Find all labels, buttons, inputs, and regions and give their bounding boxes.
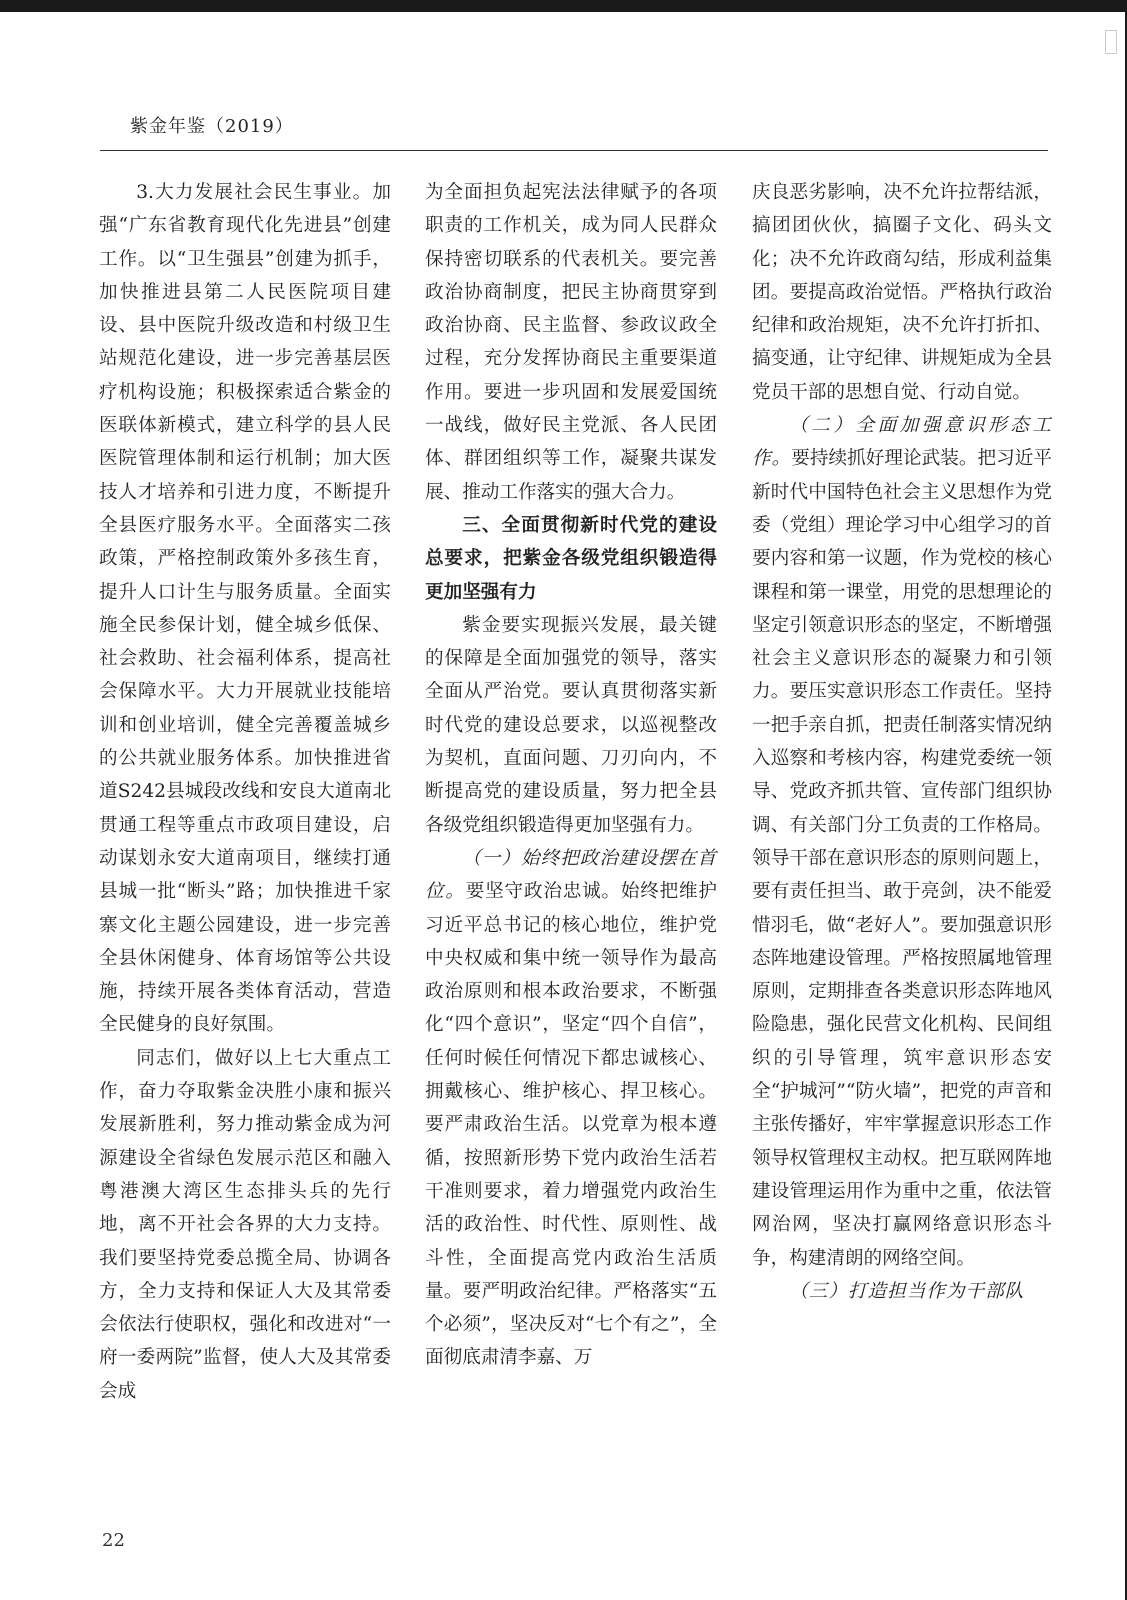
subsection-lead: （二）全面加强意识形态工作。 — [752, 415, 1052, 470]
page — [0, 12, 1125, 1600]
column-2 — [425, 176, 717, 1375]
column-3 — [752, 176, 1052, 1308]
paragraph — [752, 409, 1052, 1275]
running-header: 紫金年鉴（2019） — [130, 116, 294, 137]
paragraph: 3.大力发展社会民生事业。加强“广东省教育现代化先进县”创建工作。以“卫生强县”创建为抓手，加快推进县第二人民医院项目建设、县中医院升级改造和村级卫生站规范化建设，进一步完善基层医疗机构设施；积极探索适合紫金的医联体新模式，建立科学的县人民医院管理体制和运行机制；加大医技人才培养和引进力度，不断提升全县医疗服务水平。全面落实二孩政策，严格控制政策外多孩生育，提升人口计生与服务质量。全面实施全民参保计划，健全城乡低保、社会救助、社会福利体系，提高社会保障水平。大力开展就业技能培训和创业培训，健全完善覆盖城乡的公共就业服务体系。加快推进省道S242县城段改线和安良大道南北贯通工程等重点市政项目建设，启动谋划永安大道南项目，继续打通县城一批“断头”路；加快推进千家寨文化主题公园建设，进一步完善全县休闲健身、体育场馆等公共设施，持续开展各类体育活动，营造全民健身的良好氛围。 — [99, 182, 391, 1036]
subsection-lead: （三）打造担当作为干部队 — [789, 1280, 1025, 1302]
paragraph: 庆良恶劣影响，决不允许拉帮结派，搞团团伙伙，搞圈子文化、码头文化；决不允许政商勾结，形成利益集团。要提高政治觉悟。严格执行政治纪律和政治规矩，决不允许打折扣、搞变通，让守纪律、讲规矩成为全县党员干部的思想自觉、行动自觉。 — [752, 182, 1052, 403]
header-rule — [100, 150, 1048, 151]
paragraph — [752, 1275, 1052, 1308]
section-heading: 三、全面贯彻新时代党的建设总要求，把紫金各级党组织锻造得更加坚强有力 — [425, 514, 717, 603]
subsection-lead: （一）始终把政治建设摆在首位。 — [425, 847, 717, 903]
paragraph: 紫金要实现振兴发展，最关键的保障是全面加强党的领导，落实全面从严治党。要认真贯彻落实新时代党的建设总要求，以巡视整改为契机，直面问题、刀刃向内，不断提高党的建设质量，努力把全县各级党组织锻造得更加坚强有力。 — [425, 614, 717, 836]
scan-mark — [1105, 30, 1117, 54]
column-1 — [99, 176, 391, 1408]
paragraph-body: 要持续抓好理论武装。把习近平新时代中国特色社会主义思想作为党委（党组）理论学习中心组学习的首要内容和第一议题，作为党校的核心课程和第一课堂，用党的思想理论的坚定引领意识形态的坚定，不断增强社会主义意识形态的凝聚力和引领力。要压实意识形态工作责任。坚持一把手亲自抓，把责任制落实情况纳入巡察和考核内容，构建党委统一领导、党政齐抓共管、宣传部门组织协调、有关部门分工负责的工作格局。领导干部在意识形态的原则问题上，要有责任担当、敢于亮剑，决不能爱惜羽毛，做“老好人”。要加强意识形态阵地建设管理。严格按照属地管理原则，定期排查各类意识形态阵地风险隐患，强化民营文化机构、民间组织的引导管理，筑牢意识形态安全“护城河”“防火墙”，把党的声音和主张传播好，牢牢掌握意识形态工作领导权管理权主动权。把互联网阵地建设管理运用作为重中之重，依法管网治网，坚决打赢网络意识形态斗争，构建清朗的网络空间。 — [752, 448, 1052, 1269]
paragraph: 同志们，做好以上七大重点工作，奋力夺取紫金决胜小康和振兴发展新胜利，努力推动紫金成为河源建设全省绿色发展示范区和融入粤港澳大湾区生态排头兵的先行地，离不开社会各界的大力支持。我们要坚持党委总揽全局、协调各方，全力支持和保证人大及其常委会依法行使职权，强化和改进对“一府一委两院”监督，使人大及其常委会成 — [99, 1047, 391, 1402]
paragraph — [425, 842, 717, 1375]
page-number: 22 — [102, 1530, 125, 1551]
paragraph: 为全面担负起宪法法律赋予的各项职责的工作机关，成为同人民群众保持密切联系的代表机关。要完善政治协商制度，把民主协商贯穿到政治协商、民主监督、参政议政全过程，充分发挥协商民主重要渠道作用。要进一步巩固和发展爱国统一战线，做好民主党派、各人民团体、群团组织等工作，凝聚共谋发展、推动工作落实的强大合力。 — [425, 182, 717, 503]
paragraph-body: 要坚守政治忠诚。始终把维护习近平总书记的核心地位，维护党中央权威和集中统一领导作为最高政治原则和根本政治要求，不断强化“四个意识”，坚定“四个自信”，任何时候任何情况下都忠诚核心、拥戴核心、维护核心、捍卫核心。要严肃政治生活。以党章为根本遵循，按照新形势下党内政治生活若干准则要求，着力增强党内政治生活的政治性、时代性、原则性、战斗性，全面提高党内政治生活质量。要严明政治纪律。严格落实“五个必须”，坚决反对“七个有之”，全面彻底肃清李嘉、万 — [425, 881, 717, 1369]
